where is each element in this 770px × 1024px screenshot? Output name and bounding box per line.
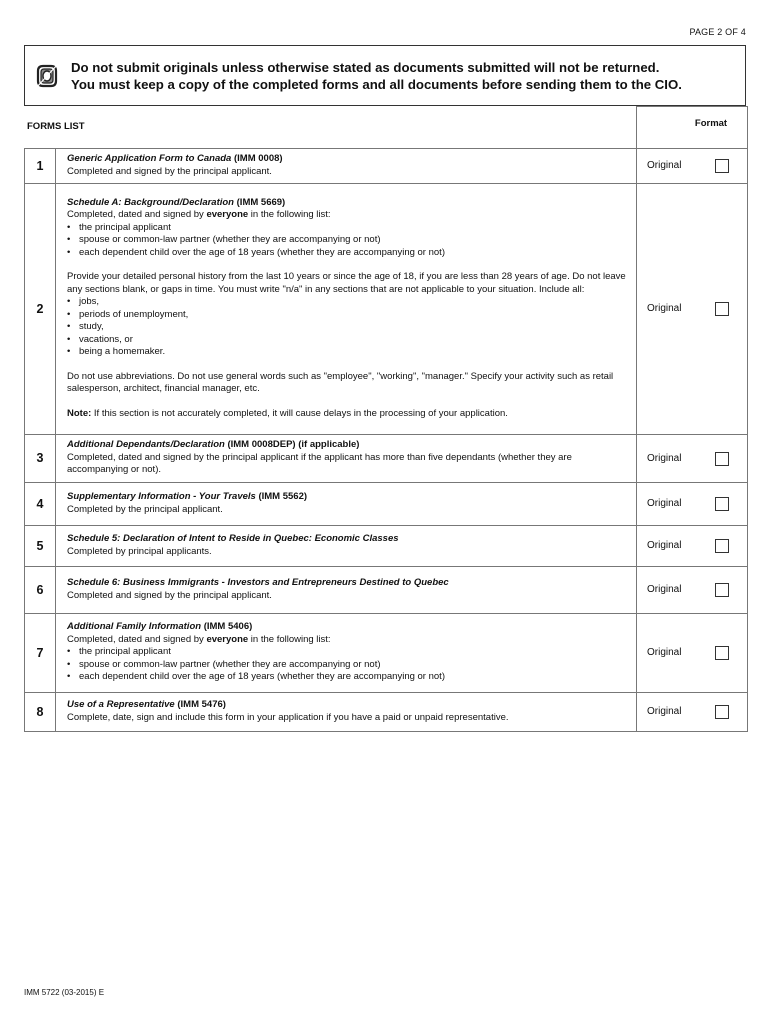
form-code: (IMM 5406) — [201, 621, 253, 633]
form-instructions: Completed by the principal applicant. — [67, 503, 223, 515]
row-number: 8 — [25, 693, 56, 732]
row-number: 5 — [25, 526, 56, 567]
notice-line-2: You must keep a copy of the completed forms and all documents before sending them to the CIO. — [71, 77, 682, 92]
form-instructions: Complete, date, sign and include this form in your application if you have a paid or unpaid representative. — [67, 711, 509, 723]
form-title: Generic Application Form to Canada — [67, 153, 232, 164]
list-item: • being a homemaker. — [67, 346, 632, 359]
table-row — [25, 567, 748, 614]
form-title: Schedule 5: Declaration of Intent to Reside in Quebec: Economic Classes — [67, 533, 399, 544]
form-intro — [67, 634, 632, 647]
form-title: Schedule A: Background/Declaration — [67, 196, 234, 208]
form-title: Additional Family Information — [67, 621, 202, 633]
note-label: Note: — [67, 407, 92, 419]
intro-text: Completed, dated and signed by — [67, 209, 207, 221]
form-1-checkbox[interactable] — [715, 159, 729, 173]
form-6-checkbox[interactable] — [715, 583, 729, 597]
row-description — [56, 483, 637, 526]
row-description — [56, 526, 637, 567]
form-5-checkbox[interactable] — [715, 539, 729, 553]
format-cell — [637, 149, 748, 184]
format-cell — [637, 184, 748, 435]
form-code: (IMM 0008) — [231, 153, 283, 164]
list-item: • vacations, or — [67, 334, 632, 347]
notice-text — [71, 59, 737, 93]
form-title: Schedule 6: Business Immigrants - Investors and Entrepreneurs Destined to Quebec — [67, 577, 449, 588]
row-description — [56, 614, 637, 693]
form-instructions: Completed and signed by the principal applicant. — [67, 165, 272, 177]
row-description — [56, 693, 637, 732]
form-4-checkbox[interactable] — [715, 497, 729, 511]
list-item: • each dependent child over the age of 18 years (whether they are accompanying or not) — [67, 671, 632, 684]
forms-list-header: FORMS LIST — [25, 107, 637, 149]
table-row — [25, 184, 748, 435]
format-header: Format — [637, 107, 748, 149]
note — [67, 408, 632, 421]
row-description — [56, 184, 637, 435]
forms-list-table — [24, 106, 748, 732]
format-label: Original — [647, 539, 682, 551]
no-originals-icon — [33, 62, 61, 90]
table-header-row — [25, 107, 748, 149]
form-title: Additional Dependants/Declaration — [67, 439, 225, 451]
form-code: (IMM 5669) — [234, 196, 286, 208]
format-cell — [637, 435, 748, 483]
format-label: Original — [647, 646, 682, 658]
intro-text: Completed, dated and signed by — [67, 633, 207, 645]
history-list — [67, 296, 632, 359]
table-row — [25, 693, 748, 732]
format-label: Original — [647, 159, 682, 171]
row-number: 6 — [25, 567, 56, 614]
format-cell — [637, 526, 748, 567]
intro-bold: everyone — [206, 633, 249, 645]
form-code-footer: IMM 5722 (03-2015) E — [24, 988, 105, 997]
form-8-checkbox[interactable] — [715, 705, 729, 719]
format-label: Original — [647, 583, 682, 595]
table-row — [25, 435, 748, 483]
abbreviation-instructions: Do not use abbreviations. Do not use general words such as "employee", "working", "manager." Specify your activity such as retail salesperson, architect, financial manager, etc. — [67, 370, 614, 395]
row-number: 1 — [25, 149, 56, 184]
applicant-list — [67, 222, 632, 260]
form-intro — [67, 209, 632, 222]
row-description — [56, 149, 637, 184]
list-item: • study, — [67, 321, 632, 334]
format-cell — [637, 483, 748, 526]
form-7-checkbox[interactable] — [715, 646, 729, 660]
list-item: • the principal applicant — [67, 646, 632, 659]
list-item: • the principal applicant — [67, 222, 632, 235]
format-cell — [637, 567, 748, 614]
format-label: Original — [647, 705, 682, 717]
intro-text-end: in the following list: — [248, 209, 331, 221]
list-item: • jobs, — [67, 296, 632, 309]
row-description — [56, 435, 637, 483]
form-instructions: Completed and signed by the principal applicant. — [67, 589, 272, 601]
form-2-checkbox[interactable] — [715, 302, 729, 316]
form-instructions: Completed by principal applicants. — [67, 545, 212, 557]
form-code: (IMM 5562) — [255, 491, 308, 502]
row-number: 4 — [25, 483, 56, 526]
list-item: • spouse or common-law partner (whether they are accompanying or not) — [67, 234, 632, 247]
format-cell — [637, 693, 748, 732]
list-item: • periods of unemployment, — [67, 309, 632, 322]
form-title: Use of a Representative — [67, 699, 175, 710]
intro-bold: everyone — [206, 209, 249, 221]
form-instructions: Completed, dated and signed by the principal applicant if the applicant has more than five dependants (whether they are accompanying or not). — [67, 451, 572, 476]
table-row — [25, 526, 748, 567]
table-row — [25, 483, 748, 526]
page-number: PAGE 2 OF 4 — [689, 27, 746, 37]
form-3-checkbox[interactable] — [715, 452, 729, 466]
format-label: Original — [647, 497, 682, 509]
history-instructions: Provide your detailed personal history from the last 10 years or since the age of 18, if you are less than 28 years of age. Do not leave any sections blank, or gaps in time. You must write "n/a" in any sections that are not applicable to your situation. Include all: — [67, 271, 626, 295]
row-description — [56, 567, 637, 614]
list-item: • each dependent child over the age of 18 years (whether they are accompanying or not) — [67, 247, 632, 260]
applicant-list — [67, 646, 632, 684]
form-code: (IMM 5476) — [174, 699, 226, 710]
format-label: Original — [647, 302, 682, 314]
list-item: • spouse or common-law partner (whether they are accompanying or not) — [67, 659, 632, 672]
notice-line-1: Do not submit originals unless otherwise stated as documents submitted will not be returned. — [71, 60, 660, 75]
table-row — [25, 614, 748, 693]
form-code: (IMM 0008DEP) (if applicable) — [224, 439, 360, 451]
intro-text-end: in the following list: — [248, 633, 331, 645]
row-number: 2 — [25, 184, 56, 435]
format-cell — [637, 614, 748, 693]
row-number: 3 — [25, 435, 56, 483]
format-label: Original — [647, 452, 682, 464]
table-row — [25, 149, 748, 184]
note-text: If this section is not accurately completed, it will cause delays in the processing of your application. — [91, 407, 508, 419]
notice-box — [24, 45, 746, 106]
row-number: 7 — [25, 614, 56, 693]
form-title: Supplementary Information - Your Travels — [67, 491, 256, 502]
